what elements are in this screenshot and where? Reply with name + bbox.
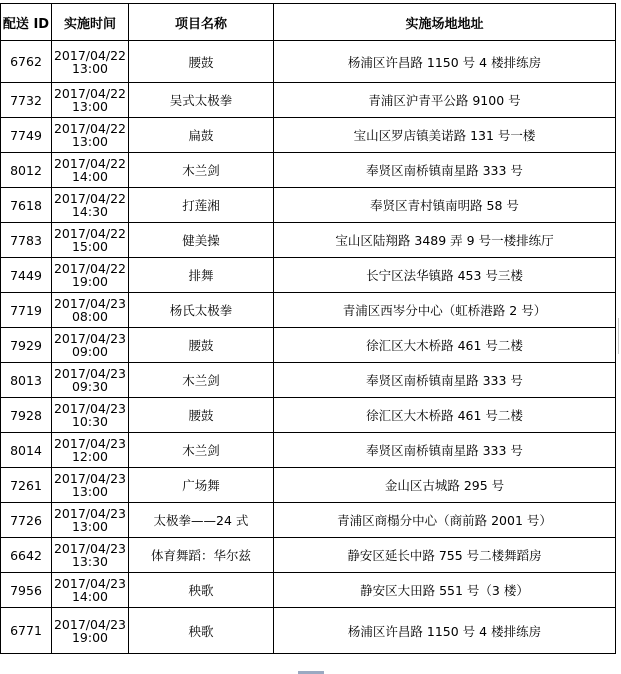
cell-venue-address: 静安区延长中路 755 号二楼舞蹈房 (274, 538, 616, 573)
cell-date-text: 2017/04/22 (53, 226, 127, 241)
cell-time (52, 41, 129, 83)
cell-delivery-id: 8012 (1, 153, 52, 188)
cell-project-name: 扁鼓 (129, 118, 274, 153)
cell-delivery-id: 7928 (1, 398, 52, 433)
cell-venue-address: 徐汇区大木桥路 461 号二楼 (274, 398, 616, 433)
cell-time (52, 468, 129, 503)
cell-venue-address: 宝山区陆翔路 3489 弄 9 号一楼排练厅 (274, 223, 616, 258)
cell-venue-address: 杨浦区许昌路 1150 号 4 楼排练房 (274, 608, 616, 654)
header-delivery-id: 配送 ID (1, 4, 52, 41)
cell-clock-text: 09:30 (71, 379, 109, 394)
table-row (1, 433, 616, 468)
cell-project-name: 健美操 (129, 223, 274, 258)
table-row (1, 468, 616, 503)
cell-clock-text: 13:00 (71, 134, 109, 149)
cell-clock-text: 15:00 (71, 239, 109, 254)
cell-venue-address: 金山区古城路 295 号 (274, 468, 616, 503)
cell-venue-address: 青浦区西岑分中心（虹桥港路 2 号） (274, 293, 616, 328)
table-row (1, 293, 616, 328)
table-row (1, 83, 616, 118)
cell-time (52, 293, 129, 328)
cell-venue-address: 长宁区法华镇路 453 号三楼 (274, 258, 616, 293)
table-row (1, 118, 616, 153)
cell-time (52, 433, 129, 468)
cell-date-text: 2017/04/23 (53, 436, 127, 451)
cell-venue-address: 徐汇区大木桥路 461 号二楼 (274, 328, 616, 363)
cell-date-text: 2017/04/22 (53, 86, 127, 101)
cell-time (52, 398, 129, 433)
cell-project-name: 吴式太极拳 (129, 83, 274, 118)
cell-date-text: 2017/04/23 (53, 576, 127, 591)
cell-delivery-id: 7719 (1, 293, 52, 328)
cell-venue-address: 杨浦区许昌路 1150 号 4 楼排练房 (274, 41, 616, 83)
cell-clock-text: 13:30 (71, 554, 109, 569)
schedule-table (0, 3, 616, 654)
header-time: 实施时间 (52, 4, 129, 41)
cell-venue-address: 宝山区罗店镇美诺路 131 号一楼 (274, 118, 616, 153)
cell-venue-address: 青浦区沪青平公路 9100 号 (274, 83, 616, 118)
cell-project-name: 体育舞蹈：华尔兹 (129, 538, 274, 573)
cell-clock-text: 13:00 (71, 60, 109, 76)
cell-delivery-id: 7956 (1, 573, 52, 608)
cell-project-name: 木兰剑 (129, 153, 274, 188)
cell-project-name: 腰鼓 (129, 41, 274, 83)
cell-delivery-id: 7929 (1, 328, 52, 363)
cell-time (52, 503, 129, 538)
cell-delivery-id: 7618 (1, 188, 52, 223)
window-edge-marker (618, 318, 619, 354)
cell-delivery-id: 6642 (1, 538, 52, 573)
cell-project-name: 秧歌 (129, 608, 274, 654)
cell-venue-address: 奉贤区南桥镇南星路 333 号 (274, 363, 616, 398)
cell-time (52, 573, 129, 608)
cell-date-text: 2017/04/22 (53, 156, 127, 171)
cell-time (52, 188, 129, 223)
cell-delivery-id: 7783 (1, 223, 52, 258)
cell-clock-text: 13:00 (71, 519, 109, 534)
table-row (1, 503, 616, 538)
cell-date-text: 2017/04/23 (53, 331, 127, 346)
cell-project-name: 排舞 (129, 258, 274, 293)
cell-delivery-id: 8013 (1, 363, 52, 398)
header-venue-address: 实施场地地址 (274, 4, 616, 41)
cell-clock-text: 19:00 (71, 274, 109, 289)
cell-time (52, 328, 129, 363)
cell-time (52, 118, 129, 153)
table-row (1, 153, 616, 188)
cell-project-name: 打莲湘 (129, 188, 274, 223)
table-row (1, 363, 616, 398)
cell-date-text: 2017/04/22 (53, 47, 127, 63)
table-row (1, 538, 616, 573)
cell-time (52, 608, 129, 654)
cell-clock-text: 13:00 (71, 484, 109, 499)
cell-project-name: 秧歌 (129, 573, 274, 608)
cell-time (52, 363, 129, 398)
cell-project-name: 广场舞 (129, 468, 274, 503)
cell-time (52, 83, 129, 118)
cell-date-text: 2017/04/23 (53, 401, 127, 416)
cell-project-name: 腰鼓 (129, 328, 274, 363)
cell-venue-address: 静安区大田路 551 号（3 楼） (274, 573, 616, 608)
cell-venue-address: 奉贤区青村镇南明路 58 号 (274, 188, 616, 223)
cell-delivery-id: 7726 (1, 503, 52, 538)
cell-clock-text: 08:00 (71, 309, 109, 324)
table-body (1, 41, 616, 654)
cell-time (52, 223, 129, 258)
cell-project-name: 腰鼓 (129, 398, 274, 433)
cell-venue-address: 青浦区商榻分中心（商前路 2001 号） (274, 503, 616, 538)
table-row (1, 188, 616, 223)
cell-date-text: 2017/04/23 (53, 541, 127, 556)
cell-venue-address: 奉贤区南桥镇南星路 333 号 (274, 153, 616, 188)
cell-clock-text: 12:00 (71, 449, 109, 464)
cell-clock-text: 14:00 (71, 589, 109, 604)
table-row (1, 398, 616, 433)
table-row (1, 328, 616, 363)
header-project-name: 项目名称 (129, 4, 274, 41)
cell-delivery-id: 7732 (1, 83, 52, 118)
cell-clock-text: 14:00 (71, 169, 109, 184)
header-row (1, 4, 616, 41)
table-row (1, 223, 616, 258)
cell-project-name: 太极拳——24 式 (129, 503, 274, 538)
cell-date-text: 2017/04/23 (53, 471, 127, 486)
cell-clock-text: 19:00 (71, 629, 109, 645)
cell-project-name: 杨氏太极拳 (129, 293, 274, 328)
cell-venue-address: 奉贤区南桥镇南星路 333 号 (274, 433, 616, 468)
cell-delivery-id: 6762 (1, 41, 52, 83)
cell-clock-text: 13:00 (71, 99, 109, 114)
cell-date-text: 2017/04/23 (53, 506, 127, 521)
cell-date-text: 2017/04/23 (53, 296, 127, 311)
cell-time (52, 258, 129, 293)
cell-date-text: 2017/04/22 (53, 261, 127, 276)
cell-date-text: 2017/04/22 (53, 191, 127, 206)
table-row (1, 608, 616, 654)
cell-delivery-id: 8014 (1, 433, 52, 468)
cell-clock-text: 09:00 (71, 344, 109, 359)
table-row (1, 258, 616, 293)
cell-delivery-id: 7449 (1, 258, 52, 293)
cell-delivery-id: 7261 (1, 468, 52, 503)
cell-time (52, 538, 129, 573)
cell-project-name: 木兰剑 (129, 363, 274, 398)
table-row (1, 41, 616, 83)
cell-project-name: 木兰剑 (129, 433, 274, 468)
cell-delivery-id: 7749 (1, 118, 52, 153)
cell-date-text: 2017/04/23 (53, 616, 127, 632)
table-row (1, 573, 616, 608)
cell-date-text: 2017/04/23 (53, 366, 127, 381)
cell-delivery-id: 6771 (1, 608, 52, 654)
cell-clock-text: 10:30 (71, 414, 109, 429)
cell-clock-text: 14:30 (71, 204, 109, 219)
cell-time (52, 153, 129, 188)
cell-date-text: 2017/04/22 (53, 121, 127, 136)
